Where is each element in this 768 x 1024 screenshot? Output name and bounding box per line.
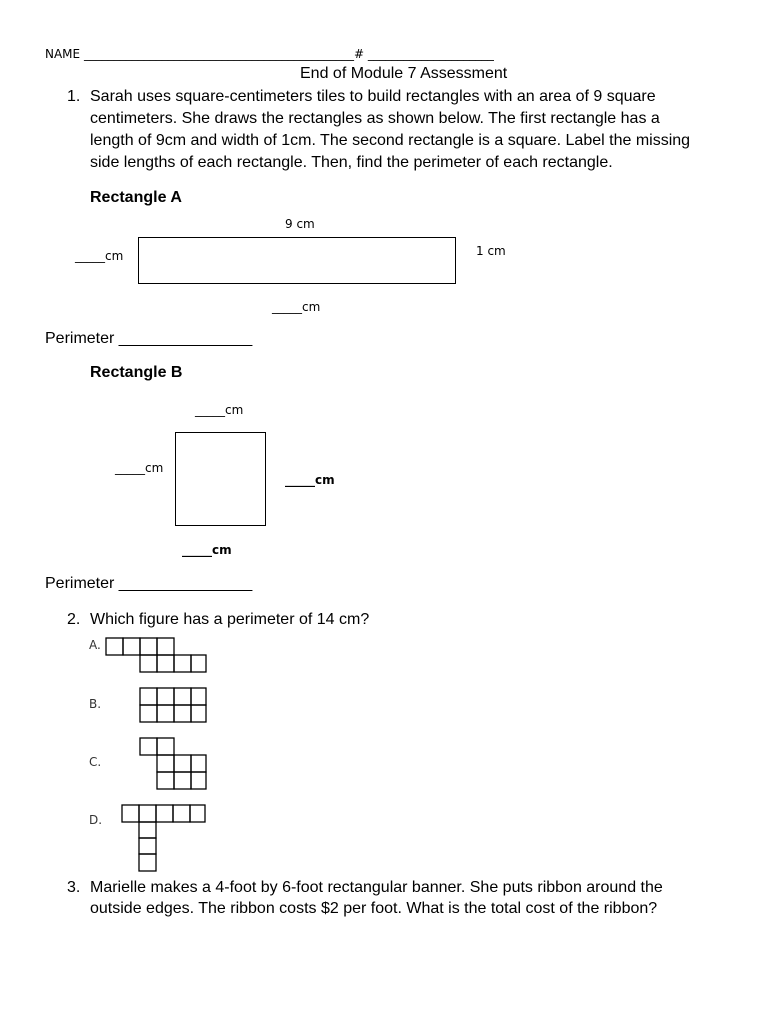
rect-a-right-label: 1 cm [476,244,506,258]
q2-text: Which figure has a perimeter of 14 cm? [90,611,370,628]
q1-number: 1. [67,88,81,105]
q2-figure-a [100,635,210,675]
name-line [45,47,494,61]
q1-line-1: Sarah uses square-centimeters tiles to build rectangles with an area of 9 square [90,88,656,105]
number-label: # [353,47,365,61]
rect-b-right-label[interactable]: _____cm [285,473,335,487]
q1-line-2: centimeters. She draws the rectangles as shown below. The first rectangle has a [90,110,660,127]
page-title: End of Module 7 Assessment [300,65,508,82]
q3-line-1: Marielle makes a 4-foot by 6-foot rectangular banner. She puts ribbon around the [90,879,663,896]
q2-figure-c [134,735,214,793]
rect-a-top-label: 9 cm [285,217,315,231]
q2-figure-b [134,685,214,725]
number-blank[interactable]: _____________________ [367,47,494,61]
rect-b-top-label[interactable]: _____cm [195,403,244,417]
rect-b-perimeter[interactable]: Perimeter _______________ [45,575,253,592]
q2-figure-d [116,802,216,876]
rect-b-heading: Rectangle B [90,364,183,381]
q1-line-3: length of 9cm and width of 1cm. The second rectangle is a square. Label the missing [90,132,691,149]
rect-a-left-label[interactable]: _____cm [75,249,124,263]
name-blank[interactable]: _____________________________________________ [83,47,354,61]
q2-number: 2. [67,611,81,628]
q3-line-2: outside edges. The ribbon costs $2 per foot. What is the total cost of the ribbon? [90,900,658,917]
q2-option-c-label[interactable]: C. [89,755,102,769]
rect-a-perimeter[interactable]: Perimeter _______________ [45,330,253,347]
rect-b-left-label[interactable]: _____cm [115,461,164,475]
rect-b-shape [175,432,266,526]
q2-option-b-label[interactable]: B. [89,697,102,711]
q2-option-d-label[interactable]: D. [89,813,103,827]
q3-number: 3. [67,879,81,896]
rect-b-bottom-label[interactable]: _____cm [182,543,232,557]
rect-a-shape [138,237,456,284]
rect-a-bottom-label[interactable]: _____cm [272,300,321,314]
rect-a-heading: Rectangle A [90,189,182,206]
name-label: NAME [45,47,81,61]
q1-line-4: side lengths of each rectangle. Then, find the perimeter of each rectangle. [90,154,613,171]
q2-option-a-label[interactable]: A. [89,638,101,652]
